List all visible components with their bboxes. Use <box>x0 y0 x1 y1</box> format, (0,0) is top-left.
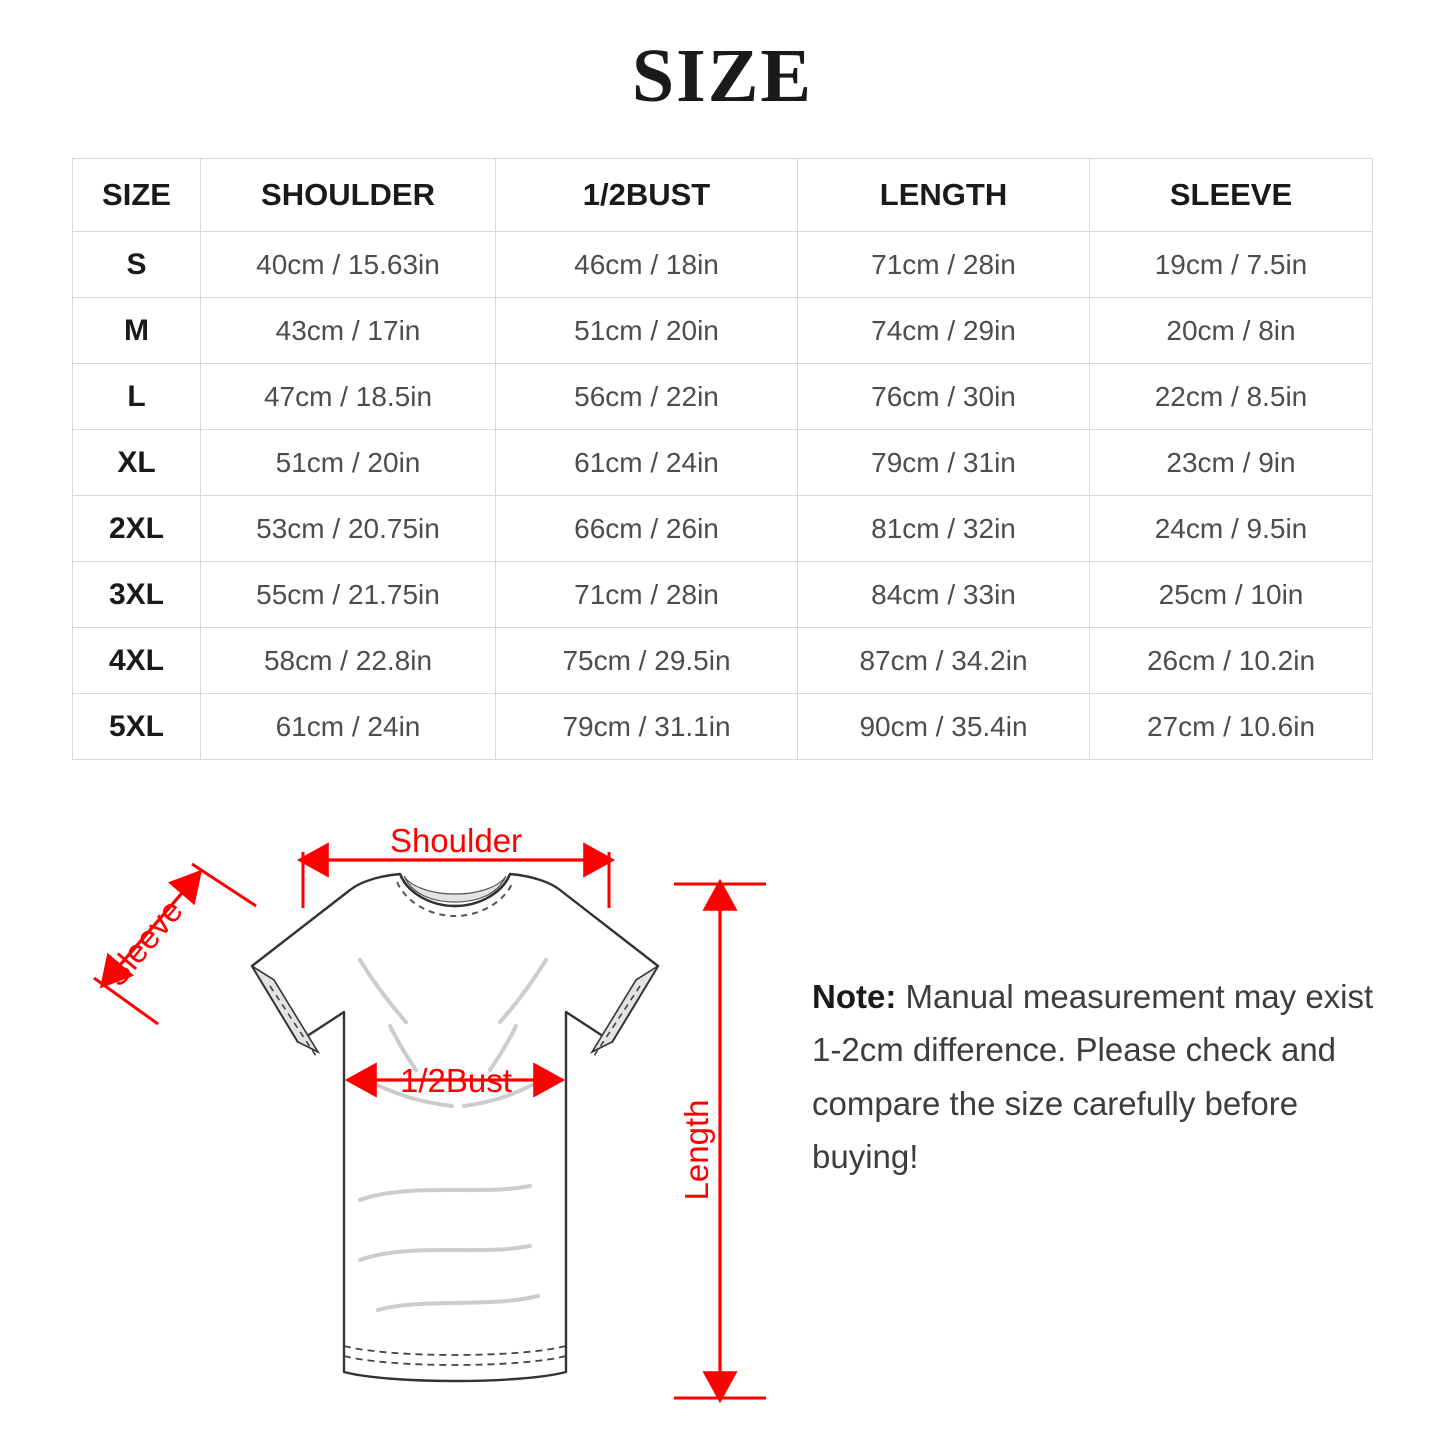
cell-bust: 61cm / 24in <box>496 430 798 496</box>
cell-size: S <box>73 232 201 298</box>
cell-length: 81cm / 32in <box>798 496 1090 562</box>
page-title: SIZE <box>631 34 814 118</box>
cell-sleeve: 20cm / 8in <box>1090 298 1373 364</box>
cell-shoulder: 43cm / 17in <box>201 298 496 364</box>
table-row <box>73 430 1373 496</box>
column-header-length: LENGTH <box>798 159 1090 232</box>
cell-bust: 56cm / 22in <box>496 364 798 430</box>
column-header-size: SIZE <box>73 159 201 232</box>
sleeve-label: Sleeve <box>96 892 190 994</box>
cell-size: L <box>73 364 201 430</box>
shoulder-label: Shoulder <box>389 822 523 859</box>
cell-size: 4XL <box>73 628 201 694</box>
tshirt-outline <box>252 874 658 1381</box>
table-header-row <box>73 159 1373 232</box>
note-text <box>812 970 1382 1184</box>
cell-shoulder: 40cm / 15.63in <box>201 232 496 298</box>
table-row <box>73 694 1373 760</box>
cell-bust: 46cm / 18in <box>496 232 798 298</box>
cell-size: 5XL <box>73 694 201 760</box>
cell-shoulder: 53cm / 20.75in <box>201 496 496 562</box>
measurement-diagram <box>0 770 1445 1445</box>
table-row <box>73 628 1373 694</box>
bust-label: 1/2Bust <box>400 1062 512 1099</box>
cell-size: 3XL <box>73 562 201 628</box>
cell-size: 2XL <box>73 496 201 562</box>
tshirt-illustration <box>60 790 800 1430</box>
cell-sleeve: 27cm / 10.6in <box>1090 694 1373 760</box>
cell-length: 84cm / 33in <box>798 562 1090 628</box>
cell-length: 79cm / 31in <box>798 430 1090 496</box>
cell-sleeve: 19cm / 7.5in <box>1090 232 1373 298</box>
cell-shoulder: 47cm / 18.5in <box>201 364 496 430</box>
cell-size: XL <box>73 430 201 496</box>
cell-sleeve: 23cm / 9in <box>1090 430 1373 496</box>
note-prefix: Note: <box>812 978 897 1015</box>
cell-sleeve: 22cm / 8.5in <box>1090 364 1373 430</box>
cell-sleeve: 25cm / 10in <box>1090 562 1373 628</box>
cell-bust: 79cm / 31.1in <box>496 694 798 760</box>
cell-sleeve: 24cm / 9.5in <box>1090 496 1373 562</box>
column-header-bust: 1/2BUST <box>496 159 798 232</box>
table-row <box>73 298 1373 364</box>
size-chart-table-container <box>72 158 1372 760</box>
cell-length: 71cm / 28in <box>798 232 1090 298</box>
table-row <box>73 232 1373 298</box>
cell-length: 76cm / 30in <box>798 364 1090 430</box>
table-row <box>73 496 1373 562</box>
cell-bust: 66cm / 26in <box>496 496 798 562</box>
cell-sleeve: 26cm / 10.2in <box>1090 628 1373 694</box>
cell-size: M <box>73 298 201 364</box>
cell-bust: 51cm / 20in <box>496 298 798 364</box>
cell-length: 90cm / 35.4in <box>798 694 1090 760</box>
column-header-shoulder: SHOULDER <box>201 159 496 232</box>
cell-shoulder: 55cm / 21.75in <box>201 562 496 628</box>
column-header-sleeve: SLEEVE <box>1090 159 1373 232</box>
cell-length: 87cm / 34.2in <box>798 628 1090 694</box>
note-body: Manual measurement may exist 1-2cm difference. Please check and compare the size carefully before buying! <box>812 978 1374 1176</box>
cell-shoulder: 61cm / 24in <box>201 694 496 760</box>
cell-bust: 71cm / 28in <box>496 562 798 628</box>
cell-shoulder: 58cm / 22.8in <box>201 628 496 694</box>
table-row <box>73 364 1373 430</box>
length-label: Length <box>678 1099 715 1201</box>
cell-bust: 75cm / 29.5in <box>496 628 798 694</box>
cell-shoulder: 51cm / 20in <box>201 430 496 496</box>
table-row <box>73 562 1373 628</box>
cell-length: 74cm / 29in <box>798 298 1090 364</box>
size-chart-table <box>72 158 1373 760</box>
